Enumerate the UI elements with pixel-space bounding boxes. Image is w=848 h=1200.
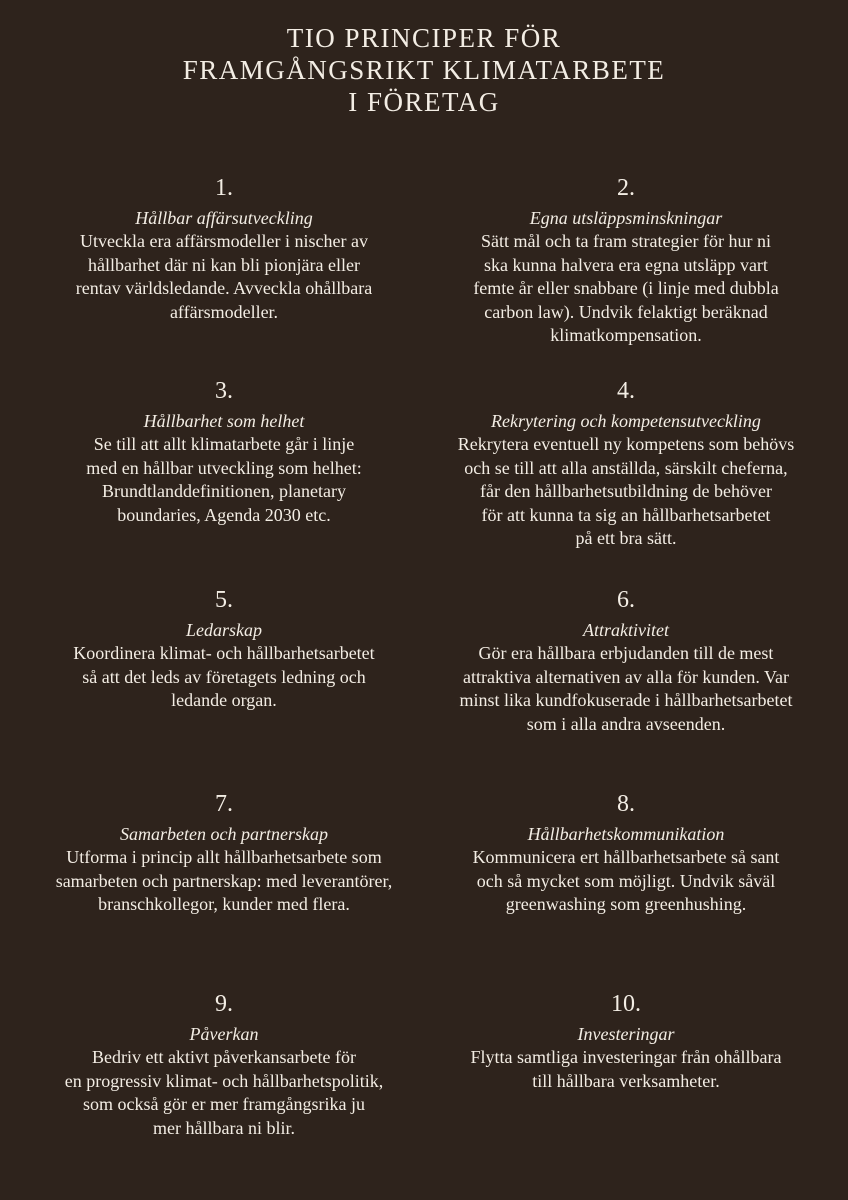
principle-1 (24, 173, 424, 324)
principle-text (426, 846, 826, 917)
principle-heading: Ledarskap (186, 620, 262, 640)
title-line: I FÖRETAG (348, 87, 500, 117)
principle-text-line: femte år eller snabbare (i linje med dubbla (473, 278, 779, 298)
principle-9 (24, 989, 424, 1140)
principle-number: 1. (215, 175, 233, 201)
principle-text (426, 230, 826, 348)
principle-heading: Egna utsläppsminskningar (529, 208, 723, 228)
principle-text-line: och så mycket som möjligt. Undvik såväl (476, 870, 776, 891)
principle-text (426, 1046, 826, 1093)
title-line: FRAMGÅNGSRIKT KLIMATARBETE (182, 55, 666, 85)
principle-number: 4. (617, 378, 635, 404)
principle-2 (426, 173, 826, 348)
principle-heading: Påverkan (189, 1024, 259, 1044)
principle-number: 2. (617, 175, 635, 201)
principle-text (426, 433, 826, 551)
principle-number: 8. (617, 791, 635, 817)
principle-number: 7. (215, 791, 233, 817)
principle-text-line: Se till att allt klimatarbete går i linje (93, 434, 355, 454)
principle-heading: Hållbarhetskommunikation (527, 824, 725, 844)
principle-heading: Samarbeten och partnerskap (120, 824, 328, 844)
principle-text-line: klimatkompensation. (550, 325, 702, 345)
principle-text-line: boundaries, Agenda 2030 etc. (117, 504, 331, 525)
principle-text-line: på ett bra sätt. (575, 528, 677, 548)
principle-heading: Hållbarhet som helhet (143, 411, 305, 431)
principle-text-line: som också gör er mer framgångsrika ju (83, 1094, 365, 1114)
title-line: TIO PRINCIPER FÖR (286, 23, 562, 53)
principle-4 (426, 376, 826, 551)
principle-number: 5. (215, 587, 233, 613)
principle-text (24, 1046, 424, 1140)
principle-number: 10. (611, 991, 641, 1017)
page-title (0, 22, 848, 118)
principle-heading: Hållbar affärsutveckling (135, 208, 313, 228)
principle-heading: Attraktivitet (583, 620, 669, 640)
principle-text-line: med en hållbar utveckling som helhet: (86, 457, 362, 478)
principle-text-line: så att det leds av företagets ledning och (82, 666, 366, 687)
principle-text-line: Bedriv ett aktivt påverkansarbete för (92, 1047, 356, 1067)
principle-text-line: attraktiva alternativen av alla för kunden. Var (462, 666, 790, 687)
principle-text (24, 846, 424, 917)
principle-text-line: för att kunna ta sig an hållbarhetsarbetet (481, 504, 771, 525)
principle-text-line: Koordinera klimat- och hållbarhetsarbetet (73, 643, 375, 663)
principle-10 (426, 989, 826, 1093)
principle-3 (24, 376, 424, 527)
principle-text-line: Flytta samtliga investeringar från ohållbara (470, 1047, 782, 1067)
principle-number: 9. (215, 991, 233, 1017)
principle-text-line: Utforma i princip allt hållbarhetsarbete som (66, 847, 382, 867)
principle-5 (24, 585, 424, 713)
principle-text (24, 230, 424, 324)
principle-number: 3. (215, 378, 233, 404)
principle-text-line: mer hållbara ni blir. (153, 1117, 295, 1138)
principle-text-line: Brundtlanddefinitionen, planetary (102, 481, 346, 501)
principle-text-line: affärsmodeller. (169, 301, 279, 322)
principle-text-line: samarbeten och partnerskap: med leverantörer, (55, 870, 393, 891)
principle-text-line: till hållbara verksamheter. (532, 1070, 720, 1091)
principle-text-line: får den hållbarhetsutbildning de behöver (480, 481, 772, 501)
principle-7 (24, 789, 424, 917)
principle-heading: Rekrytering och kompetensutveckling (491, 411, 761, 431)
principle-number: 6. (617, 587, 635, 613)
principle-6 (426, 585, 826, 736)
principle-text-line: Gör era hållbara erbjudanden till de mest (478, 643, 774, 663)
principle-text-line: hållbarhet där ni kan bli pionjära eller (88, 254, 360, 275)
principle-text-line: minst lika kundfokuserade i hållbarhetsarbetet (459, 690, 793, 710)
principle-text-line: en progressiv klimat- och hållbarhetspolitik, (64, 1070, 384, 1091)
principle-text-line: rentav världsledande. Avveckla ohållbara (75, 278, 373, 298)
principle-text-line: carbon law). Undvik felaktigt beräknad (484, 301, 768, 322)
principle-text-line: ska kunna halvera era egna utsläpp vart (484, 254, 768, 275)
principle-heading: Investeringar (577, 1024, 675, 1044)
principle-text-line: Kommunicera ert hållbarhetsarbete så sant (472, 847, 780, 867)
principle-text-line: Rekrytera eventuell ny kompetens som behövs (457, 434, 795, 454)
principle-text-line: och se till att alla anställda, särskilt cheferna, (464, 457, 788, 478)
principle-8 (426, 789, 826, 917)
principle-text-line: Sätt mål och ta fram strategier för hur ni (481, 231, 771, 251)
principle-text (426, 642, 826, 736)
principle-text (24, 433, 424, 527)
principle-text-line: ledande organ. (171, 690, 277, 710)
principle-text (24, 642, 424, 713)
principle-text-line: Utveckla era affärsmodeller i nischer av (79, 231, 369, 251)
principle-text-line: greenwashing som greenhushing. (505, 894, 747, 914)
principle-text-line: som i alla andra avseenden. (526, 713, 726, 734)
principle-text-line: branschkollegor, kunder med flera. (98, 894, 350, 914)
